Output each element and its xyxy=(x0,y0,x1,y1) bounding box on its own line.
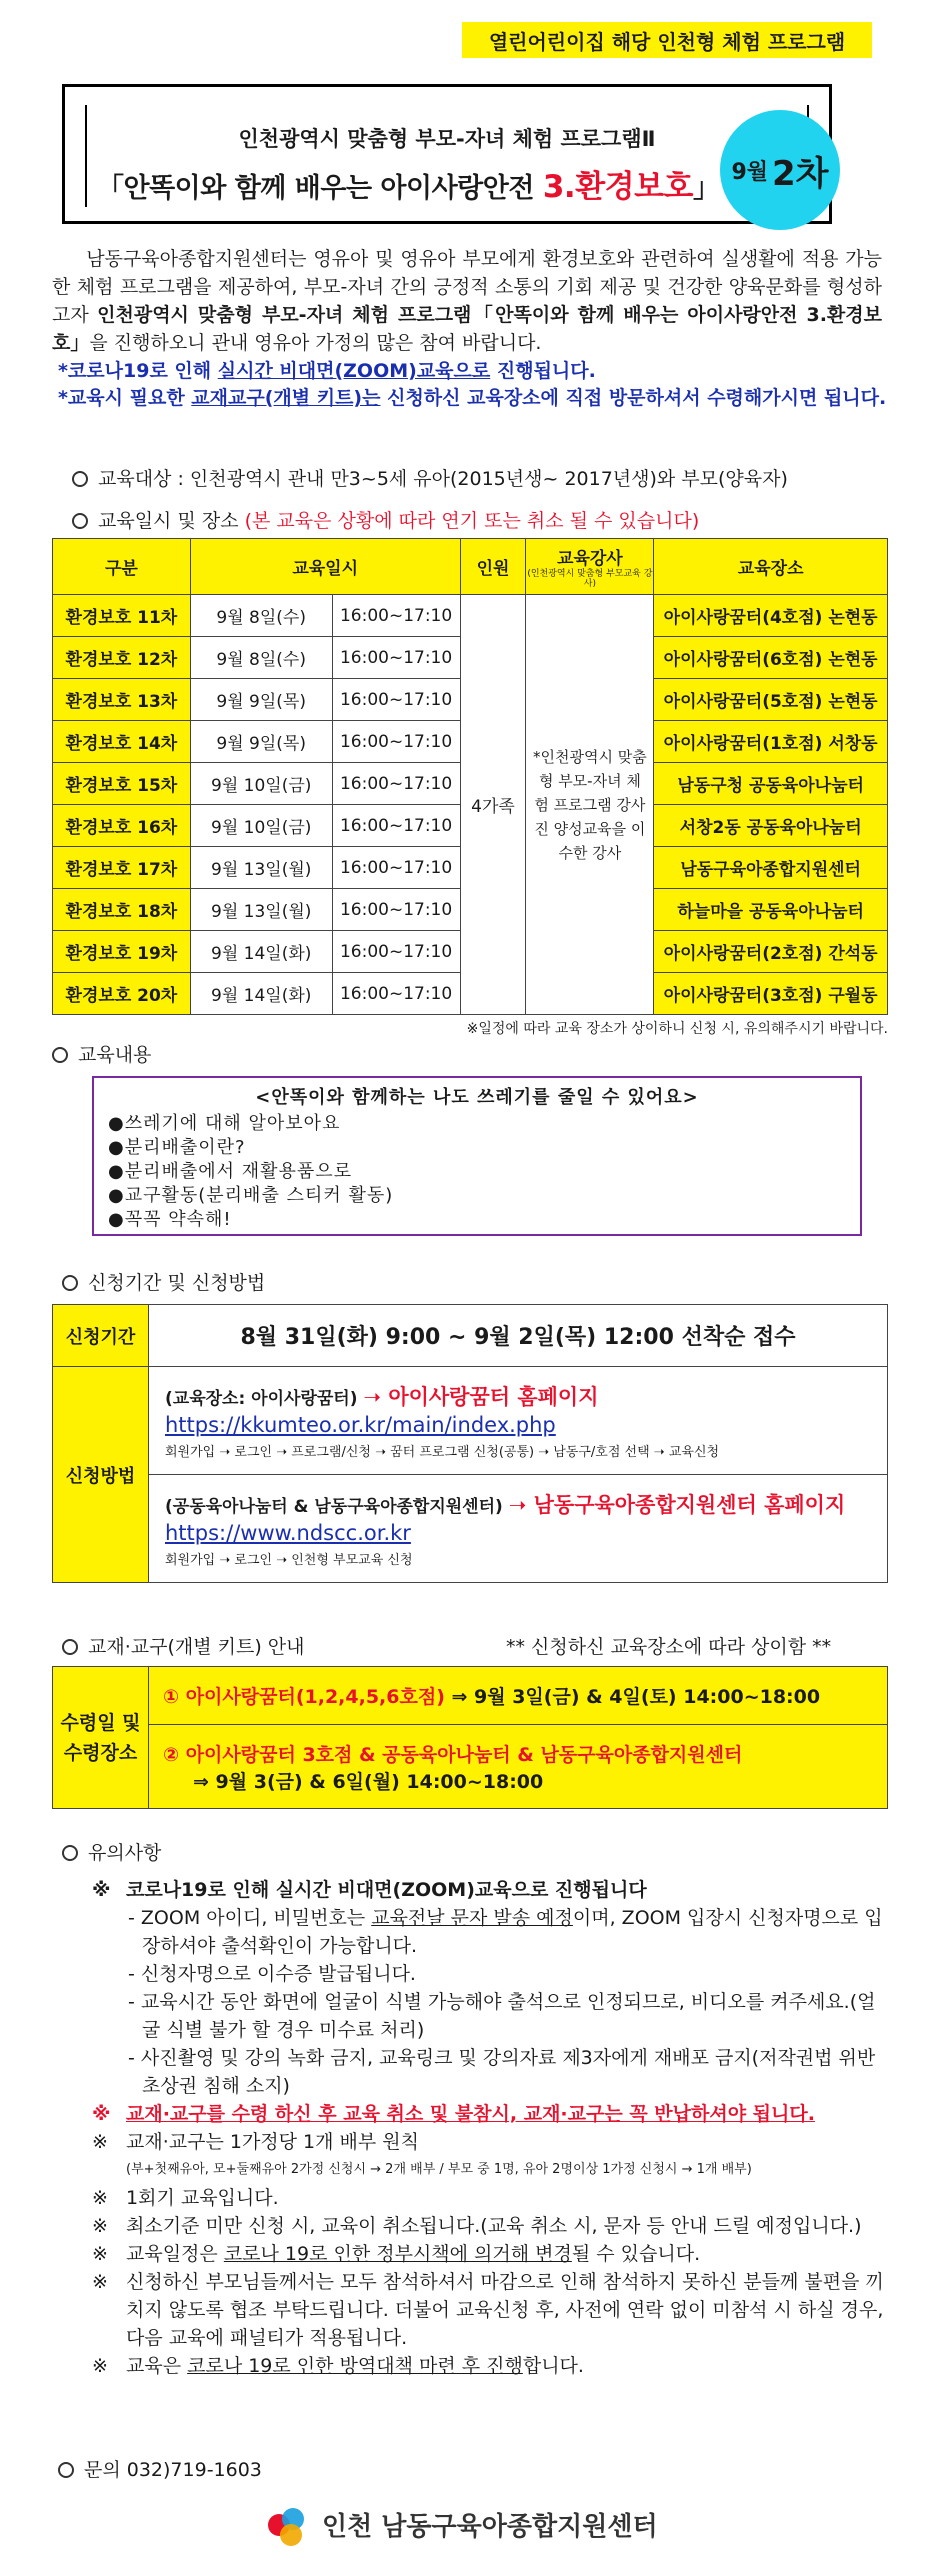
note-item xyxy=(92,2212,892,2240)
kit-notice-post: 신청하신 교육장소에 직접 방문하셔서 수령해가시면 됩니다. xyxy=(380,387,887,409)
notes-list xyxy=(92,1876,892,2380)
content-item: ●분리배출에서 재활용품으로 xyxy=(108,1161,353,1182)
time-cell: 16:00~17:10 xyxy=(332,931,460,973)
kit-heading-note: ** 신청하신 교육장소에 따라 상이함 ** xyxy=(506,1636,832,1658)
round-number: 2차 xyxy=(772,153,829,194)
title-box xyxy=(62,84,832,224)
circle-bullet-icon xyxy=(62,1639,78,1655)
note-item xyxy=(92,1876,892,1904)
circle-bullet-icon xyxy=(62,1845,78,1861)
title-subheading: 인천광역시 맞춤형 부모-자녀 체험 프로그램Ⅱ xyxy=(238,127,656,151)
kit-label: 수령일 및 수령장소 xyxy=(53,1667,149,1809)
method1-title xyxy=(165,1381,871,1411)
notes-heading-text: 유의사항 xyxy=(88,1842,162,1864)
place-cell: 아이사랑꿈터(6호점) 논현동 xyxy=(654,637,888,679)
note-underline: 코로나 19로 인한 정부시책에 의거해 변경 xyxy=(223,2243,572,2265)
kit-heading-text: 교재·교구(개별 키트) 안내 xyxy=(88,1636,305,1658)
content-heading xyxy=(52,1040,151,1067)
kit-notice-pre: *교육시 필요한 xyxy=(58,387,192,409)
kit-pickup-1-place: ① 아이사랑꿈터(1,2,4,5,6호점) xyxy=(163,1686,445,1708)
note-item xyxy=(92,2100,892,2128)
note-text: 신청하신 부모님들께서는 모두 참석하셔서 마감으로 인해 참석하지 못하신 분들께 불편을 끼치지 않도록 협조 부탁드립니다. 더불어 교육신청 후, 사전에 연락 없이 미참석 시 하실 경우, 다음 교육에 패널티가 적용됩니다. xyxy=(126,2271,884,2349)
note-item xyxy=(92,2184,892,2212)
circle-bullet-icon xyxy=(72,471,88,487)
note-text: 교재·교구를 수령 하신 후 교육 취소 및 불참시, 교재·교구는 꼭 반납하셔야 됩니다. xyxy=(126,2103,815,2125)
notes-heading xyxy=(62,1838,161,1865)
title-heading xyxy=(97,161,719,206)
round-cell: 환경보호 15차 xyxy=(53,763,191,805)
date-cell: 9월 9일(목) xyxy=(190,679,332,721)
intro-paragraph xyxy=(52,245,882,357)
col-instructor xyxy=(526,539,654,595)
time-cell: 16:00~17:10 xyxy=(332,763,460,805)
method1-place: (교육장소: 아이사랑꿈터) xyxy=(165,1389,364,1409)
note-text: 1회기 교육입니다. xyxy=(126,2187,279,2209)
note-sub-underline: 교육전날 문자 발송 예정 xyxy=(371,1907,573,1929)
method1-site: ➝ 아이사랑꿈터 홈페이지 xyxy=(363,1385,599,1409)
contact-info xyxy=(58,2455,262,2482)
place-cell: 남동구육아종합지원센터 xyxy=(654,847,888,889)
method2-steps: 회원가입 ➝ 로그인 ➝ 인천형 부모교육 신청 xyxy=(165,1553,413,1568)
kit-pickup-1 xyxy=(149,1667,888,1725)
note-sub-text: 이며, ZOOM 입장시 신청자명으로 입장하셔야 출석확인이 가능합니다. xyxy=(142,1907,883,1957)
time-cell: 16:00~17:10 xyxy=(332,595,460,637)
apply-method-label: 신청방법 xyxy=(53,1367,149,1583)
target-section xyxy=(72,464,788,491)
col-capacity: 인원 xyxy=(460,539,526,595)
schedule-heading-text: 교육일시 및 장소 xyxy=(98,510,245,532)
col-round: 구분 xyxy=(53,539,191,595)
apply-heading xyxy=(62,1268,265,1295)
apply-period-row xyxy=(53,1305,888,1367)
zoom-notice-underline: 실시간 비대면(ZOOM)교육으로 xyxy=(217,360,491,382)
col-datetime: 교육일시 xyxy=(190,539,460,595)
title-inner-frame xyxy=(85,105,809,207)
round-cell: 환경보호 19차 xyxy=(53,931,191,973)
note-small: (부+첫째유아, 모+둘째유아 2가정 신청시 → 2개 배부 / 부모 중 1명, 유아 2명이상 1가정 신청시 → 1개 배부) xyxy=(126,2162,752,2177)
date-cell: 9월 14일(화) xyxy=(190,973,332,1015)
round-cell: 환경보호 17차 xyxy=(53,847,191,889)
schedule-row xyxy=(53,595,888,637)
date-cell: 9월 13일(월) xyxy=(190,889,332,931)
note-sub: - 교육시간 동안 화면에 얼굴이 식별 가능해야 출석으로 인정되므로, 비디오를 켜주세요.(얼굴 식별 불가 할 경우 미수료 처리) xyxy=(128,1991,876,2041)
zoom-notice xyxy=(58,356,596,383)
apply-heading-text: 신청기간 및 신청방법 xyxy=(88,1272,266,1294)
title-pre: 「안똑이와 함께 배우는 아이사랑안전 xyxy=(97,173,543,204)
note-text: 최소기준 미만 신청 시, 교육이 취소됩니다.(교육 취소 시, 문자 등 안내 드릴 예정입니다.) xyxy=(126,2215,862,2237)
kit-notice-underline: 교재교구(개별 키트)는 xyxy=(191,387,381,409)
round-cell: 환경보호 20차 xyxy=(53,973,191,1015)
col-instructor-note: (인천광역시 맞춤형 부모교육 강사) xyxy=(527,569,653,589)
content-box xyxy=(92,1076,862,1236)
note-text: 교육일정은 xyxy=(126,2243,224,2265)
kit-pickup-2-time: ⇒ 9월 3(금) & 6일(월) 14:00~18:00 xyxy=(193,1770,544,1793)
content-heading-text: 교육내용 xyxy=(78,1044,152,1066)
title-post: 」 xyxy=(692,173,720,204)
place-cell: 아이사랑꿈터(1호점) 서창동 xyxy=(654,721,888,763)
content-item: ●분리배출이란? xyxy=(108,1137,246,1158)
circle-bullet-icon xyxy=(52,1047,68,1063)
content-item: ●쓰레기에 대해 알아보아요 xyxy=(108,1113,341,1134)
kit-pickup-2 xyxy=(149,1725,888,1809)
circle-bullet-icon xyxy=(58,2462,74,2478)
method2-title xyxy=(165,1489,871,1519)
date-cell: 9월 8일(수) xyxy=(190,595,332,637)
round-cell: 환경보호 14차 xyxy=(53,721,191,763)
date-cell: 9월 9일(목) xyxy=(190,721,332,763)
contact-phone: 문의 032)719-1603 xyxy=(84,2459,262,2481)
footer-org-name: 인천 남동구육아종합지원센터 xyxy=(322,2511,658,2542)
kit-notice xyxy=(58,384,888,412)
note-text: 교육은 xyxy=(126,2355,188,2377)
date-cell: 9월 14일(화) xyxy=(190,931,332,973)
note-mark: ※ xyxy=(92,2131,108,2153)
note-item xyxy=(92,2128,892,2156)
content-item: ●꼭꼭 약속해! xyxy=(108,1209,232,1230)
method2-site: ➝ 남동구육아종합지원센터 홈페이지 xyxy=(508,1493,846,1517)
schedule-warning: (본 교육은 상황에 따라 연기 또는 취소 될 수 있습니다) xyxy=(244,510,700,532)
note-text: 합니다. xyxy=(522,2355,584,2377)
place-cell: 하늘마을 공동육아나눔터 xyxy=(654,889,888,931)
time-cell: 16:00~17:10 xyxy=(332,973,460,1015)
place-cell: 아이사랑꿈터(5호점) 논현동 xyxy=(654,679,888,721)
schedule-note: ※일정에 따라 교육 장소가 상이하니 신청 시, 유의해주시기 바랍니다. xyxy=(466,1021,888,1037)
apply-method-row xyxy=(53,1367,888,1475)
ndscc-link[interactable]: https://www.ndscc.or.kr xyxy=(165,1521,411,1545)
note-item xyxy=(92,2352,892,2380)
intro-end: 을 진행하오니 관내 영유아 가정의 많은 참여 바랍니다. xyxy=(89,332,542,354)
note-mark: ※ xyxy=(92,1879,111,1901)
center-logo-icon xyxy=(264,2502,312,2546)
place-cell: 아이사랑꿈터(3호점) 구월동 xyxy=(654,973,888,1015)
method2-place: (공동육아나눔터 & 남동구육아종합지원센터) xyxy=(165,1497,509,1517)
instructor-cell: *인천광역시 맞춤형 부모-자녀 체험 프로그램 강사진 양성교육을 이수한 강사 xyxy=(526,595,654,1015)
note-mark: ※ xyxy=(92,2355,108,2377)
kit-heading xyxy=(62,1632,304,1659)
program-badge: 열린어린이집 해당 인천형 체험 프로그램 xyxy=(462,22,872,58)
apply-method-row-2 xyxy=(53,1475,888,1583)
date-cell: 9월 10일(금) xyxy=(190,805,332,847)
apply-method-kkumteo xyxy=(149,1367,888,1475)
apply-method-ndscc xyxy=(149,1475,888,1583)
place-cell: 아이사랑꿈터(2호점) 간석동 xyxy=(654,931,888,973)
time-cell: 16:00~17:10 xyxy=(332,847,460,889)
circle-bullet-icon xyxy=(62,1275,78,1291)
apply-period-label: 신청기간 xyxy=(53,1305,149,1367)
zoom-notice-post: 진행됩니다. xyxy=(490,360,596,382)
schedule-table xyxy=(52,538,888,1015)
date-cell: 9월 10일(금) xyxy=(190,763,332,805)
date-cell: 9월 13일(월) xyxy=(190,847,332,889)
circle-bullet-icon xyxy=(72,513,88,529)
method1-steps: 회원가입 ➝ 로그인 ➝ 프로그램/신청 ➝ 꿈터 프로그램 신청(공통) ➝ 남동구/호점 선택 ➝ 교육신청 xyxy=(165,1445,720,1460)
note-item xyxy=(92,2268,892,2352)
note-mark: ※ xyxy=(92,2271,108,2293)
kit-pickup-2-place: ② 아이사랑꿈터 3호점 & 공동육아나눔터 & 남동구육아종합지원센터 xyxy=(163,1743,743,1766)
note-underline: 코로나 19로 인한 방역대책 마련 후 진행 xyxy=(187,2355,523,2377)
round-cell: 환경보호 18차 xyxy=(53,889,191,931)
note-text: 교재·교구는 1가정당 1개 배부 원칙 xyxy=(126,2131,419,2153)
time-cell: 16:00~17:10 xyxy=(332,805,460,847)
note-item xyxy=(92,2240,892,2268)
note-text: 코로나19로 인해 실시간 비대면(ZOOM)교육으로 진행됩니다 xyxy=(126,1879,647,1901)
time-cell: 16:00~17:10 xyxy=(332,679,460,721)
title-topic: 3.환경보호 xyxy=(542,169,693,205)
round-cell: 환경보호 11차 xyxy=(53,595,191,637)
note-sub xyxy=(92,1904,892,1960)
time-cell: 16:00~17:10 xyxy=(332,637,460,679)
intro-program-name: 인천광역시 맞춤형 부모-자녀 체험 프로그램「안똑이와 함께 배우는 아이사랑안전 3.환경보호」 xyxy=(52,304,882,354)
note-sub-text: - ZOOM 아이디, 비밀번호는 xyxy=(128,1907,372,1929)
target-text: 교육대상 : 인천광역시 관내 만3~5세 유아(2015년생~ 2017년생)와 부모(양육자) xyxy=(98,468,788,490)
intro-text: 남동구육아종합지원센터는 영유아 및 영유아 부모에게 환경보호와 관련하여 실생활에 적용 가능한 체험 프로그램을 제공하여, 부모-자녀 간의 긍정적 소통의 기회 제공 및 건강한 양육문화를 형성하고자 xyxy=(52,248,882,326)
kit-row-1 xyxy=(53,1667,888,1725)
note-mark: ※ xyxy=(92,2215,108,2237)
col-instructor-label: 교육강사 xyxy=(557,549,623,569)
note-mark: ※ xyxy=(92,2243,108,2265)
capacity-cell: 4가족 xyxy=(460,595,526,1015)
kit-row-2 xyxy=(53,1725,888,1809)
apply-table xyxy=(52,1304,888,1583)
kit-pickup-1-time: ⇒ 9월 3일(금) & 4일(토) 14:00~18:00 xyxy=(444,1686,821,1708)
place-cell: 서창2동 공동육아나눔터 xyxy=(654,805,888,847)
place-cell: 남동구청 공동육아나눔터 xyxy=(654,763,888,805)
kit-table xyxy=(52,1666,888,1809)
note-text: 될 수 있습니다. xyxy=(571,2243,701,2265)
round-month: 9월 xyxy=(731,159,769,185)
note-mark: ※ xyxy=(92,2103,111,2125)
note-sub: - 사진촬영 및 강의 녹화 금지, 교육링크 및 강의자료 제3자에게 재배포 금지(저작권법 위반 초상권 침해 소지) xyxy=(128,2047,876,2097)
place-cell: 아이사랑꿈터(4호점) 논현동 xyxy=(654,595,888,637)
note-mark: ※ xyxy=(92,2187,108,2209)
note-sub: - 신청자명으로 이수증 발급됩니다. xyxy=(128,1963,416,1985)
schedule-header-row xyxy=(53,539,888,595)
footer xyxy=(264,2502,658,2546)
date-cell: 9월 8일(수) xyxy=(190,637,332,679)
kkumteo-link[interactable]: https://kkumteo.or.kr/main/index.php xyxy=(165,1413,556,1437)
round-circle-badge xyxy=(720,110,840,230)
round-cell: 환경보호 12차 xyxy=(53,637,191,679)
schedule-heading xyxy=(72,506,699,533)
round-cell: 환경보호 16차 xyxy=(53,805,191,847)
zoom-notice-pre: *코로나19로 인해 xyxy=(58,360,218,382)
time-cell: 16:00~17:10 xyxy=(332,721,460,763)
time-cell: 16:00~17:10 xyxy=(332,889,460,931)
apply-period-value: 8월 31일(화) 9:00 ~ 9월 2일(목) 12:00 선착순 접수 xyxy=(149,1305,888,1367)
round-cell: 환경보호 13차 xyxy=(53,679,191,721)
content-item: ●교구활동(분리배출 스티커 활동) xyxy=(108,1185,394,1206)
col-place: 교육장소 xyxy=(654,539,888,595)
content-box-title: <안똑이와 함께하는 나도 쓰레기를 줄일 수 있어요> xyxy=(255,1087,699,1108)
